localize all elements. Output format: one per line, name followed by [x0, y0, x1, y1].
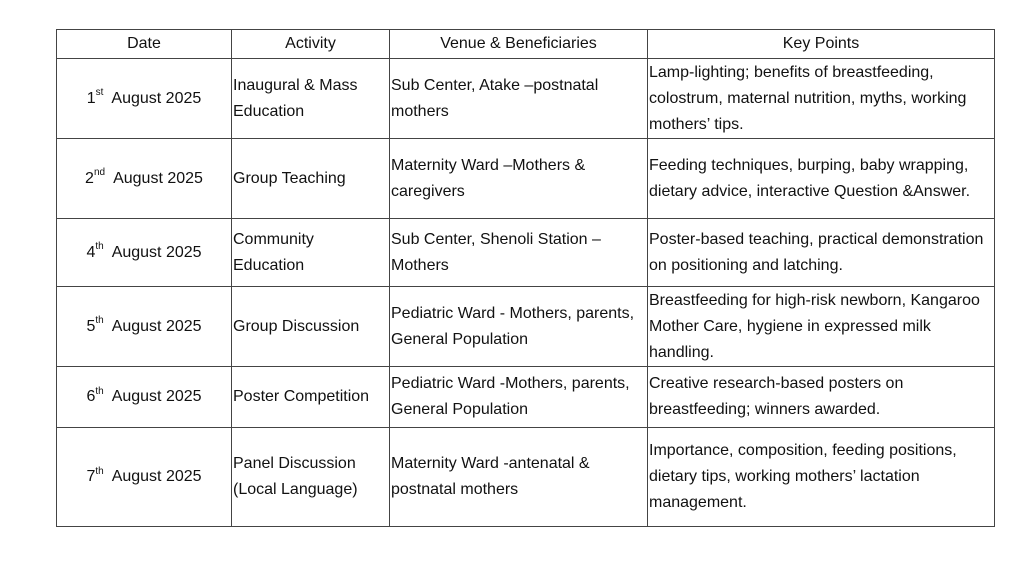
table-row [57, 59, 995, 139]
activity-cell: Group Discussion [232, 287, 390, 367]
date-day: 7 [86, 468, 96, 485]
activity-cell: Community Education [232, 219, 390, 287]
venue-cell: Sub Center, Atake –postnatal mothers [390, 59, 648, 139]
key-points-cell: Creative research-based posters on breastfeeding; winners awarded. [648, 367, 995, 428]
date-month-year: August 2025 [111, 388, 202, 405]
date-month-year: August 2025 [111, 317, 202, 335]
key-points-cell: Poster-based teaching, practical demonstration on positioning and latching. [648, 219, 995, 287]
activity-cell: Inaugural & Mass Education [232, 59, 390, 139]
date-cell [57, 59, 232, 139]
header-row [57, 30, 995, 59]
date-day: 4 [86, 243, 96, 261]
date-suffix: th [95, 385, 104, 397]
activity-cell: Panel Discussion (Local Language) [232, 428, 390, 527]
header-key-points: Key Points [648, 30, 995, 59]
date-day: 1 [86, 89, 96, 107]
date-day: 6 [86, 388, 96, 405]
header-activity: Activity [232, 30, 390, 59]
table-row [57, 428, 995, 527]
venue-cell: Pediatric Ward -Mothers, parents, General Population [390, 367, 648, 428]
date-day: 2 [85, 169, 94, 187]
date-suffix: th [95, 465, 104, 477]
date-suffix: st [95, 87, 104, 99]
table-row [57, 219, 995, 287]
venue-cell: Maternity Ward -antenatal & postnatal mothers [390, 428, 648, 527]
date-cell [57, 428, 232, 527]
key-points-cell: Feeding techniques, burping, baby wrapping, dietary advice, interactive Question &Answer. [648, 139, 995, 219]
venue-cell: Pediatric Ward - Mothers, parents, General Population [390, 287, 648, 367]
activity-cell: Group Teaching [232, 139, 390, 219]
date-day: 5 [86, 317, 96, 335]
header-date: Date [57, 30, 232, 59]
date-month-year: August 2025 [111, 243, 202, 261]
schedule-table [56, 29, 995, 527]
date-cell [57, 287, 232, 367]
key-points-cell: Breastfeeding for high-risk newborn, Kangaroo Mother Care, hygiene in expressed milk handling. [648, 287, 995, 367]
activity-cell: Poster Competition [232, 367, 390, 428]
date-cell [57, 139, 232, 219]
date-suffix: nd [93, 167, 106, 179]
date-suffix: th [95, 241, 104, 253]
date-month-year: August 2025 [113, 169, 203, 187]
venue-cell: Maternity Ward –Mothers & caregivers [390, 139, 648, 219]
key-points-cell: Importance, composition, feeding positions, dietary tips, working mothers’ lactation management. [648, 428, 995, 527]
date-month-year: August 2025 [111, 89, 202, 107]
header-venue: Venue & Beneficiaries [390, 30, 648, 59]
table-row [57, 287, 995, 367]
table-row [57, 139, 995, 219]
table-row [57, 367, 995, 428]
venue-cell: Sub Center, Shenoli Station – Mothers [390, 219, 648, 287]
date-cell [57, 219, 232, 287]
key-points-cell: Lamp-lighting; benefits of breastfeeding, colostrum, maternal nutrition, myths, working mothers’ tips. [648, 59, 995, 139]
date-cell [57, 367, 232, 428]
date-month-year: August 2025 [111, 468, 202, 485]
date-suffix: th [95, 315, 104, 327]
